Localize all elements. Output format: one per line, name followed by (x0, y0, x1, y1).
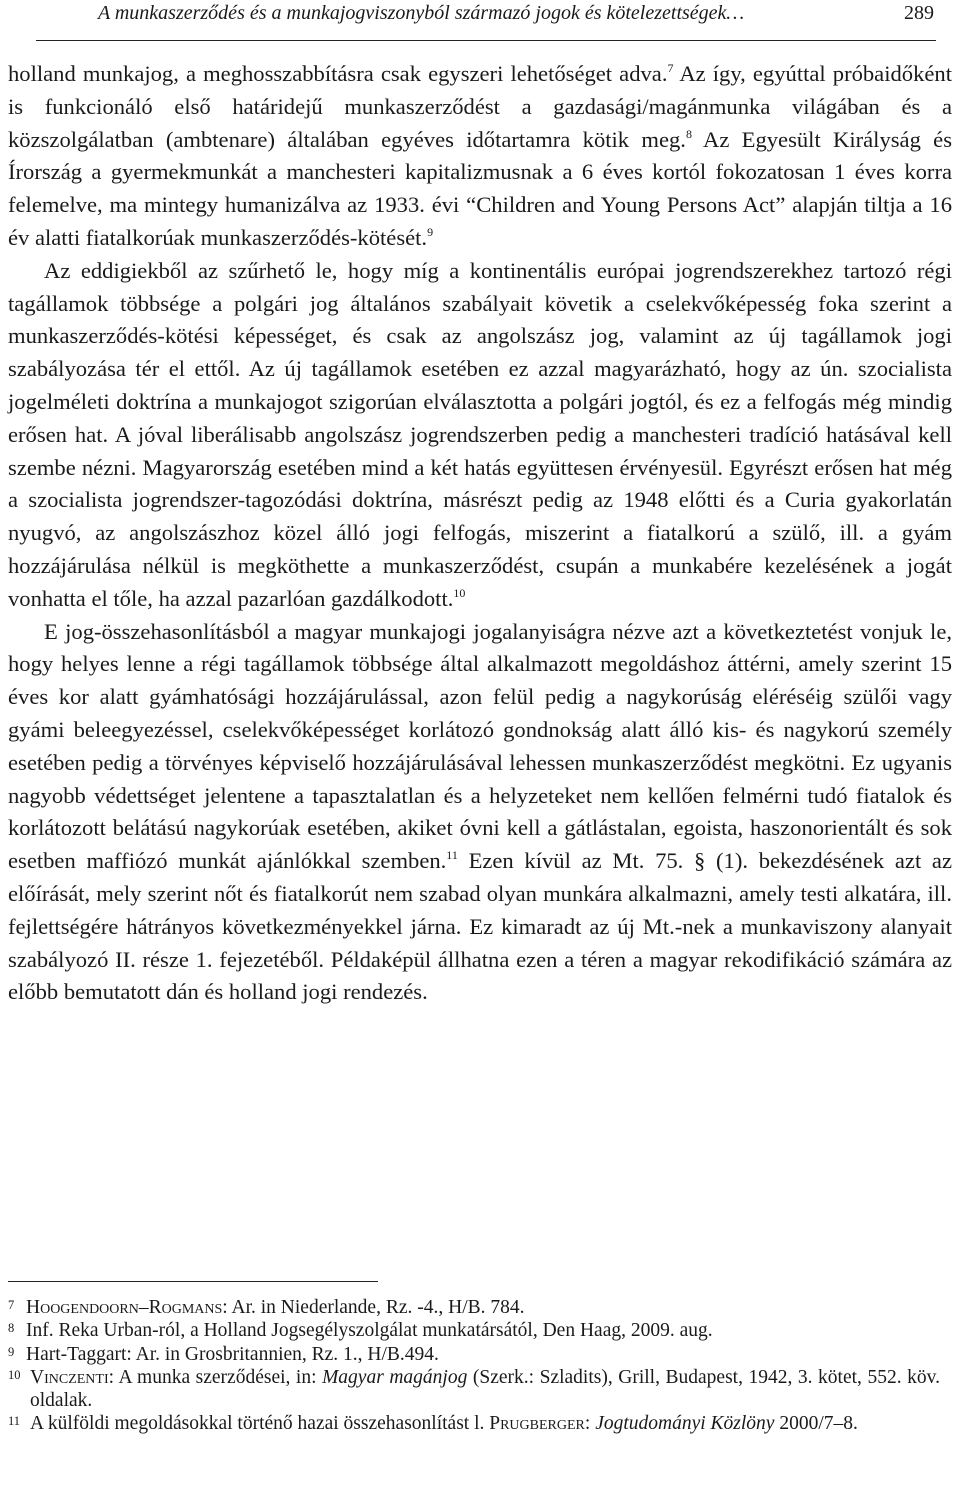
footnote-11-text-b: : (584, 1413, 596, 1435)
footnote-ref-9[interactable]: 9 (427, 224, 434, 239)
footnote-separator (8, 1281, 378, 1282)
footnote-10-title: Magyar magánjog (322, 1366, 468, 1388)
footnote-ref-11[interactable]: 11 (446, 848, 458, 863)
footnote-11-title: Jogtudományi Közlöny (595, 1413, 775, 1435)
footnote-7-author: Hoogendoorn–Rogmans (26, 1297, 223, 1318)
paragraph-3-text-b: Ezen kívül az Mt. 75. § (1). bekezdésének azt az előírását, mely szerint nőt és fiatalkorút nem szabad olyan munkára alkalmazni, amely testi alkatára, ill. fejlettségére hátrányos következményekkel járna. Ez kimaradt az új Mt.-nek a munkaviszony alanyait szabályozó II. része 1. fejezetéből. Példaképül állhatna ezen a téren a magyar rekodifikáció számára az előbb bemutatott dán és holland jogi rendezés. (8, 848, 952, 1005)
footnote-7-text: : Ar. in Niederlande, Rz. -4., H/B. 784. (222, 1297, 525, 1318)
footnote-9-number: 9 (8, 1344, 15, 1359)
footnote-11-author: Prugberger (489, 1413, 585, 1435)
footnote-10-text-b: (Szerk.: Szladits), Grill, Budapest, 1942, 3. kötet, 552. köv. oldalak. (30, 1366, 940, 1412)
footnote-9 (8, 1343, 940, 1366)
footnote-11-text-c: 2000/7–8. (774, 1413, 858, 1435)
footnote-10 (8, 1366, 940, 1413)
footnote-11-text-a: A külföldi megoldásokkal történő hazai összehasonlítást l. (30, 1413, 490, 1435)
paragraph-1-text-c: Az Egyesült Királyság és Írország a gyermekmunkát a manchesteri kapitalizmusnak a 6 éves kortól fokozatosan 1 éves korra felemelve, ma mintegy humanizálva az 1933. évi “Children and Young Persons Act” alapján tiltja a 16 év alatti fiatalkorúak munkaszerződés-kötését. (8, 126, 953, 250)
footnote-ref-10[interactable]: 10 (453, 585, 466, 600)
footnote-9-text: Hart-Taggart: Ar. in Grosbritannien, Rz. 1., H/B.494. (26, 1343, 439, 1365)
running-header (36, 0, 936, 41)
paragraph-3-text-a: E jog-összehasonlításból a magyar munkajogi jogalanyiságra nézve azt a következtetést vonjuk le, hogy helyes lenne a régi tagállamok többsége által alkalmazott megoldáshoz áttérni, amely szerint 15 éves kor alatt gyámhatósági hozzájárulással, azon felül pedig a nagykorúság eléréséig szülői vagy gyámi beleegyezéssel, cselekvőképességet korlátozó gondnokság alatt álló kis- és nagykorú személy esetében pedig a törvényes képviselő hozzájárulásával lehessen munkaszerződést megkötni. Ez ugyanis nagyobb védettséget jelentene a tapasztalatlan és a helyzeteket nem kellően felmérni tudó fiatalok és korlátozott belátású nagykorúak esetében, akiket óvni kell a gátlástalan, egoista, haszonorientált és sok esetben maffiózó munkát ajánlókkal szemben. (8, 618, 952, 874)
footnote-7 (8, 1296, 940, 1319)
main-text (8, 58, 952, 1009)
running-title: A munkaszerződés és a munkajogviszonyból származó jogok és kötelezettségek… (98, 2, 745, 24)
footnotes (8, 1296, 940, 1436)
paragraph-1 (8, 58, 952, 255)
footnote-7-number: 7 (8, 1298, 15, 1312)
footnote-11-number: 11 (8, 1414, 21, 1429)
paragraph-3 (8, 616, 952, 1010)
footnote-10-text-a: : A munka szerződései, in: (108, 1366, 323, 1388)
footnote-11 (8, 1412, 940, 1435)
paragraph-1-text-a: holland munkajog, a meghosszabbításra csak egyszeri lehetőséget adva. (8, 61, 668, 86)
footnote-10-author: Vinczenti (30, 1366, 109, 1388)
footnote-ref-7[interactable]: 7 (667, 61, 674, 75)
footnote-8-text: Inf. Reka Urban-ról, a Holland Jogsegélyszolgálat munkatársától, Den Haag, 2009. aug. (26, 1320, 713, 1342)
paragraph-2 (8, 255, 952, 616)
footnote-8 (8, 1319, 940, 1342)
paragraph-1-text-b: Az így, egyúttal próbaidőként is funkcionáló első határidejű munkaszerződést a gazdasági/magánmunka világában és a közszolgálatban (ambtenare) általában egyéves időtartamra kötik meg. (8, 61, 952, 152)
footnote-10-number: 10 (8, 1367, 21, 1382)
footnote-ref-8[interactable]: 8 (685, 126, 692, 141)
page-number: 289 (904, 2, 934, 24)
paragraph-2-text: Az eddigiekből az szűrhető le, hogy míg a kontinentális európai jogrendszerekhez tartozó régi tagállamok többsége a polgári jog általános szabályait követik a cselekvőképesség foka szerint a munkaszerződés-kötési képességet, és csak az angolszász jog, valamint az új tagállamok jogi szabályozása tér el ettől. Az új tagállamok esetében ez azzal magyarázható, hogy az ún. szocialista jogelméleti doktrína a munkajogot szigorúan elválasztotta a polgári jogtól, és ez a felfogás még mindig erősen hat. A jóval liberálisabb angolszász jogrendszerben pedig a manchesteri tradíció hatásával kell szembe nézni. Magyarország esetében mind a két hatás együttesen érvényesül. Egyrészt erősen hat még a szocialista jogrendszer-tagozódási doktrína, másrészt pedig az 1948 előtti és a Curia gyakorlatán nyugvó, az angolszászhoz közel álló jogi felfogás, miszerint a fiatalkorú a szülő, ill. a gyám hozzájárulása nélkül is megköthette a munkaszerződést, csupán a munkabére kezelésének a jogát vonhatta el tőle, ha azzal pazarlóan gazdálkodott. (8, 257, 952, 611)
footnote-8-number: 8 (8, 1321, 15, 1336)
